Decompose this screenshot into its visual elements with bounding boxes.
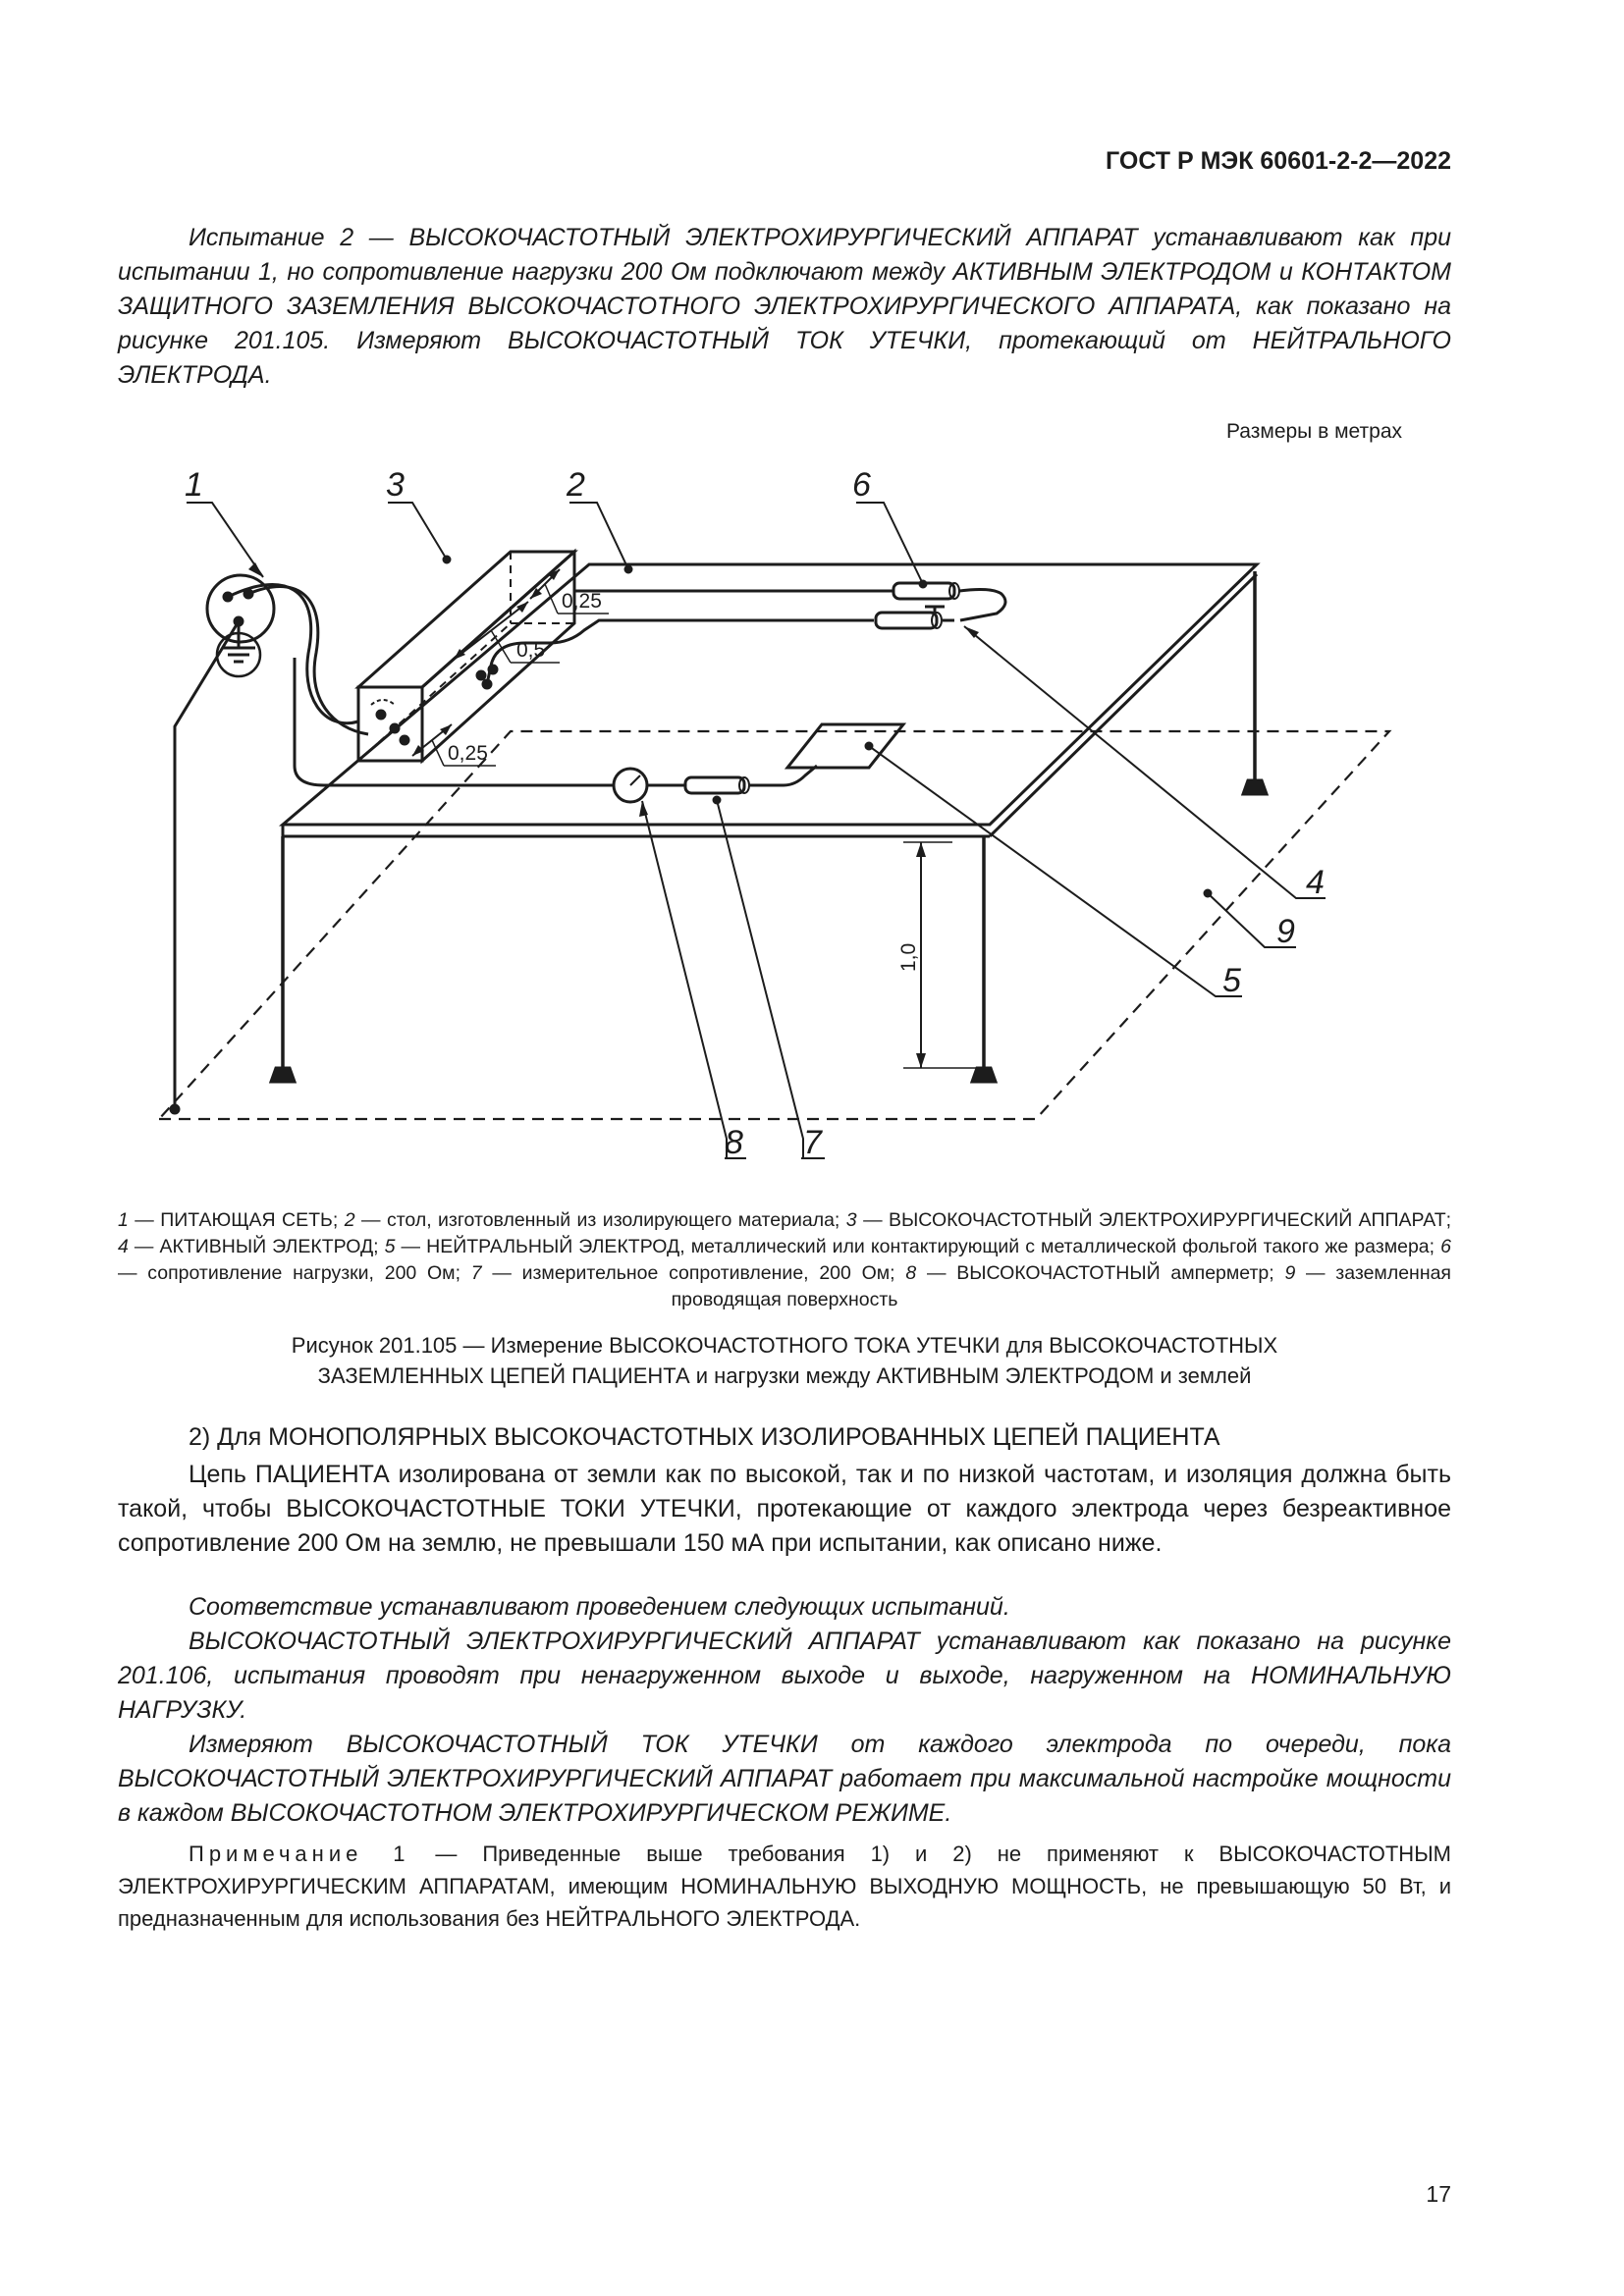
earth-wire-connection (171, 1105, 179, 1113)
leg-foot-front-right (972, 1068, 996, 1082)
note-text: — Приведенные выше требования 1) и 2) не применяют к ВЫСОКОЧАСТОТНЫМ ЭЛЕКТРОХИРУРГИЧЕСКИМ АППАРАТАМ, имеющим НОМИНАЛЬНУЮ ВЫХОДНУЮ МОЩНОСТЬ, не превышающую 50 Вт, и предназначенным для использования без НЕЙТРАЛЬНОГО ЭЛЕКТРОДА. (118, 1842, 1452, 1931)
dim-025-top-label: 0,25 (562, 590, 602, 613)
paragraph-5 (118, 1728, 1451, 1831)
intro-paragraph (118, 221, 1451, 393)
legend-item-8: 8 — ВЫСОКОЧАСТОТНЫЙ амперметр; (905, 1262, 1274, 1284)
callout-3-leader (388, 503, 447, 560)
paragraph-2 (118, 1458, 1451, 1561)
paragraph-5-text: Измеряют ВЫСОКОЧАСТОТНЫЙ ТОК УТЕЧКИ от каждого электрода по очереди, пока ВЫСОКОЧАСТОТНЫЙ ЭЛЕКТРОХИРУРГИЧЕСКИЙ АППАРАТ работает при максимальной настройке мощности в каждом ВЫСОКОЧАСТОТНОМ ЭЛЕКТРОХИРУРГИЧЕСКОМ РЕЖИМЕ. (118, 1731, 1451, 1827)
callout-6-leader (856, 503, 923, 584)
hf-unit-terminal-2 (391, 724, 399, 732)
legend-item-2: 2 — стол, изготовленный из изолирующего материала; (344, 1209, 840, 1231)
hf-unit-terminal-1 (377, 711, 385, 719)
callout-5-dot (866, 743, 872, 749)
callout-4: 4 (1306, 864, 1325, 901)
grounded-surface (159, 731, 1389, 1119)
callout-7-leader (717, 800, 803, 1158)
hf-unit-terminal-3 (401, 736, 408, 744)
legend-item-3: 3 — ВЫСОКОЧАСТОТНЫЙ ЭЛЕКТРОХИРУРГИЧЕСКИЙ АППАРАТ; (845, 1209, 1452, 1231)
leg-foot-front-left (271, 1068, 295, 1082)
section-heading: 2) Для МОНОПОЛЯРНЫХ ВЫСОКОЧАСТОТНЫХ ИЗОЛИРОВАННЫХ ЦЕПЕЙ ПАЦИЕНТА (189, 1423, 1220, 1451)
figure-caption-line-2: ЗАЗЕМЛЕННЫХ ЦЕПЕЙ ПАЦИЕНТА и нагрузки между АКТИВНЫМ ЭЛЕКТРОДОМ и землей (317, 1363, 1252, 1388)
legend-item-1: 1 — ПИТАЮЩАЯ СЕТЬ; (118, 1209, 339, 1231)
hf-unit-hidden-edge (358, 623, 511, 761)
leg-foot-back-right (1243, 780, 1267, 794)
earth-wire (175, 621, 239, 1109)
load-to-active-wire (959, 590, 1005, 620)
legend-item-4: 4 — АКТИВНЫЙ ЭЛЕКТРОД; (118, 1236, 379, 1257)
note-label: Примечание 1 (189, 1842, 410, 1866)
paragraph-2-text: Цепь ПАЦИЕНТА изолирована от земли как по высокой, так и по низкой частотам, и изоляция должна быть такой, чтобы ВЫСОКОЧАСТОТНЫЕ ТОКИ УТЕЧКИ, протекающие от каждого электрода через безреактивное сопротивление 200 Ом на землю, не превышали 150 мА при испытании, как описано ниже. (118, 1461, 1451, 1557)
callout-8-leader (642, 801, 727, 1158)
dim-025-bottom-label: 0,25 (448, 742, 488, 765)
height-arrow-bottom (916, 1053, 926, 1068)
callout-1: 1 (185, 466, 203, 504)
active-electrode (876, 613, 937, 628)
page-number: 17 (1426, 2181, 1451, 2207)
paragraph-3 (118, 1590, 1451, 1625)
test-setup-diagram (137, 461, 1453, 1183)
measuring-resistor (685, 777, 744, 793)
paragraph-4 (118, 1625, 1451, 1728)
callout-1-leader (187, 503, 263, 577)
height-dimension-label: 1,0 (897, 942, 920, 972)
figure-201-105 (137, 461, 1453, 1183)
intro-paragraph-text: Испытание 2 — ВЫСОКОЧАСТОТНЫЙ ЭЛЕКТРОХИРУРГИЧЕСКИЙ АППАРАТ устанавливают как при испытании 1, но сопротивление нагрузки 200 Ом подключают между АКТИВНЫМ ЭЛЕКТРОДОМ и КОНТАКТОМ ЗАЩИТНОГО ЗАЗЕМЛЕНИЯ ВЫСОКОЧАСТОТНОГО ЭЛЕКТРОХИРУРГИЧЕСКОГО АППАРАТА, как показано на рисунке 201.105. Измеряют ВЫСОКОЧАСТОТНЫЙ ТОК УТЕЧКИ, протекающий от НЕЙТРАЛЬНОГО ЭЛЕКТРОДА. (118, 224, 1451, 389)
callout-7-dot (714, 797, 720, 803)
callout-8: 8 (725, 1124, 743, 1161)
callout-1-arrow (248, 562, 263, 577)
callout-5-leader (869, 746, 1242, 996)
callout-6: 6 (852, 466, 871, 504)
dimensions-note: Размеры в метрах (1226, 420, 1402, 443)
hf-ammeter-needle (630, 775, 640, 785)
figure-legend (118, 1207, 1451, 1313)
table-top-side-edge (990, 574, 1257, 836)
paragraph-4-text: ВЫСОКОЧАСТОТНЫЙ ЭЛЕКТРОХИРУРГИЧЕСКИЙ АППАРАТ устанавливают как показано на рисунке 201.106, испытания проводят при ненагруженном выходе и выходе, нагруженном на НОМИНАЛЬНУЮ НАГРУЗКУ. (118, 1628, 1451, 1724)
figure-caption (118, 1330, 1451, 1391)
hf-unit-front (358, 687, 422, 761)
callout-2-leader (569, 503, 628, 569)
callout-3: 3 (386, 466, 405, 504)
legend-item-6: 6 — сопротивление нагрузки, 200 Ом; (118, 1236, 1451, 1284)
legend-item-7: 7 — измерительное сопротивление, 200 Ом; (470, 1262, 895, 1284)
height-arrow-top (916, 842, 926, 857)
callout-5: 5 (1222, 962, 1241, 999)
callout-9: 9 (1276, 913, 1295, 950)
callout-7: 7 (803, 1124, 822, 1161)
dim-05-label: 0,5 (516, 639, 546, 662)
callout-6-dot (920, 581, 926, 587)
legend-item-5: 5 — НЕЙТРАЛЬНЫЙ ЭЛЕКТРОД, металлический или контактирующий с металлической фольгой такого же размера; (384, 1236, 1435, 1257)
callout-4-leader (964, 626, 1326, 898)
standard-code-header: ГОСТ Р МЭК 60601-2-2—2022 (1106, 147, 1451, 175)
callout-3-dot (444, 557, 450, 562)
note-1 (118, 1838, 1451, 1935)
legend-item-9: 9 — заземленная проводящая поверхность (671, 1262, 1451, 1310)
callout-9-dot (1205, 890, 1211, 896)
callout-2: 2 (567, 466, 585, 504)
hf-unit-side-terminal-1 (477, 671, 485, 679)
callout-2-dot (625, 566, 631, 572)
hf-unit-ground-symbol (371, 700, 395, 705)
paragraph-3-text: Соответствие устанавливают проведением следующих испытаний. (189, 1593, 1010, 1621)
figure-caption-line-1: Рисунок 201.105 — Измерение ВЫСОКОЧАСТОТНОГО ТОКА УТЕЧКИ для ВЫСОКОЧАСТОТНЫХ (291, 1333, 1278, 1358)
